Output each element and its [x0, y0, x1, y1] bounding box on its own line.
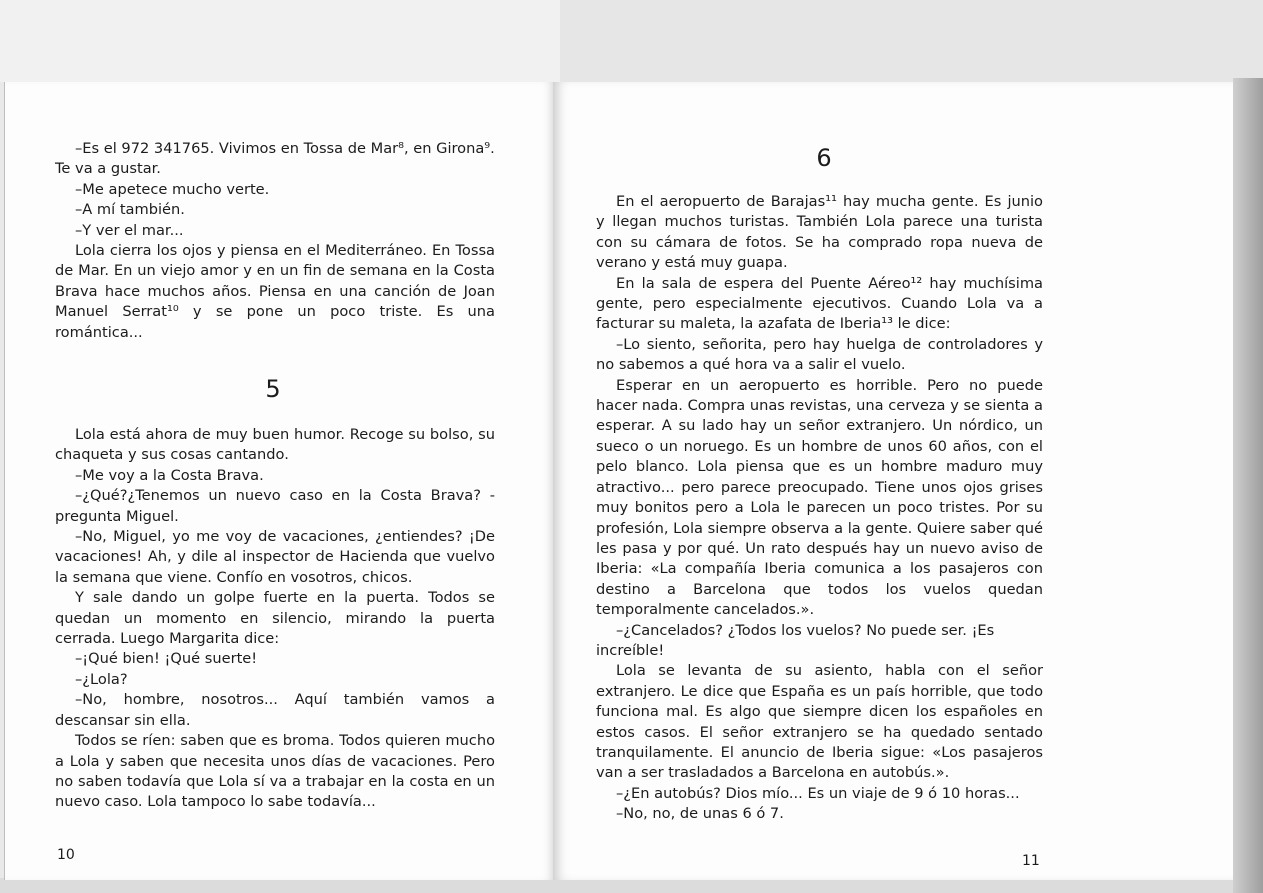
- paragraph: Esperar en un aeropuerto es horrible. Pero no puede hacer nada. Compra unas revistas, una cerveza y se sienta a esperar. A su lado hay un señor extranjero. Un nórdico, un sueco o un noruego. Es un hombre de unos 60 años, con el pelo blanco. Lola piensa que es un hombre maduro muy atractivo... pero parece preocupado. Tiene unos ojos grises muy bonitos pero a Lola le parecen un poco tristes. Por su profesión, Lola siempre observa a la gente. Quiere saber qué les pasa y por qué. Un rato después hay un nuevo aviso de Iberia: «La compañía Iberia comunica a los pasajeros con destino a Barcelona que todos los vuelos quedan temporalmente cancelados.».: [596, 376, 1043, 619]
- paragraph: Lola está ahora de muy buen humor. Recoge su bolso, su chaqueta y sus cosas cantando.: [55, 426, 495, 464]
- right-page: [553, 82, 1233, 880]
- paragraph: –¿Cancelados? ¿Todos los vuelos? No puede ser. ¡Es increíble!: [596, 621, 995, 659]
- paragraph: Lola cierra los ojos y piensa en el Mediterráneo. En Tossa de Mar. En un viejo amor y en un fin de semana en la Costa Brava hace muchos años. Piensa en una canción de Joan Manuel Serrat¹⁰ y se pone un poco triste. Es una romántica...: [55, 242, 495, 341]
- paragraph: En el aeropuerto de Barajas¹¹ hay mucha gente. Es junio y llegan muchos turistas. También Lola parece una turista con su cámara de fotos. Se ha comprado ropa nueva de verano y está muy guapa.: [596, 193, 1043, 272]
- scan-background-top-right: [560, 0, 1263, 82]
- chapter-6-text: [596, 192, 1043, 825]
- paragraph: –¿En autobús? Dios mío... Es un viaje de 9 ó 10 horas...: [616, 784, 1020, 802]
- paragraph: –No, no, de unas 6 ó 7.: [616, 805, 784, 823]
- paragraph: –Lo siento, señorita, pero hay huelga de controladores y no sabemos a qué hora va a salir el vuelo.: [596, 335, 1043, 374]
- book-edge-shadow: [1233, 78, 1263, 893]
- chapter-number: 6: [816, 144, 832, 172]
- paragraph: –No, hombre, nosotros... Aquí también vamos a descansar sin ella.: [55, 691, 495, 729]
- paragraph: –¡Qué bien! ¡Qué suerte!: [75, 650, 258, 668]
- scan-background-top-left: [0, 0, 560, 82]
- page-number: 11: [1022, 853, 1040, 869]
- paragraph: –Y ver el mar...: [75, 221, 184, 239]
- chapter-number: 5: [265, 375, 281, 403]
- paragraph: –Me apetece mucho verte.: [75, 180, 270, 198]
- page-number: 10: [57, 847, 75, 863]
- scan-background-bottom: [0, 878, 1263, 893]
- paragraph: –Es el 972 341765. Vivimos en Tossa de Mar⁸, en Girona⁹. Te va a gustar.: [55, 140, 495, 178]
- paragraph: –No, Miguel, yo me voy de vacaciones, ¿entiendes? ¡De vacaciones! Ah, y dile al inspector de Hacienda que vuelvo la semana que viene. Confío en vosotros, chicos.: [55, 528, 495, 586]
- paragraph: –Me voy a la Costa Brava.: [75, 466, 264, 484]
- paragraph: –¿Lola?: [75, 670, 128, 688]
- paragraph: Y sale dando un golpe fuerte en la puerta. Todos se quedan un momento en silencio, mirando la puerta cerrada. Luego Margarita dice:: [55, 589, 495, 648]
- paragraph: Todos se ríen: saben que es broma. Todos quieren mucho a Lola y saben que necesita unos días de vacaciones. Pero no saben todavía que Lola sí va a trabajar en la costa en un nuevo caso. Lola tampoco lo sabe todavía...: [55, 732, 495, 811]
- left-page: [4, 82, 554, 880]
- chapter-5-text: [55, 425, 495, 813]
- paragraph: Lola se levanta de su asiento, habla con el señor extranjero. Le dice que España es un país horrible, que todo funciona mal. Es algo que siempre dicen los españoles en estos casos. El señor extranjero se ha quedado sentado tranquilamente. El anuncio de Iberia sigue: «Los pasajeros van a ser trasladados a Barcelona en autobús.».: [596, 662, 1043, 782]
- paragraph: En la sala de espera del Puente Aéreo¹² hay muchísima gente, pero especialmente ejecutivos. Cuando Lola va a facturar su maleta, la azafata de Iberia¹³ le dice:: [596, 274, 1043, 333]
- paragraph: –A mí también.: [75, 201, 185, 219]
- paragraph: –¿Qué?¿Tenemos un nuevo caso en la Costa Brava? -pregunta Miguel.: [55, 487, 495, 525]
- left-page-opening-text: [55, 139, 495, 343]
